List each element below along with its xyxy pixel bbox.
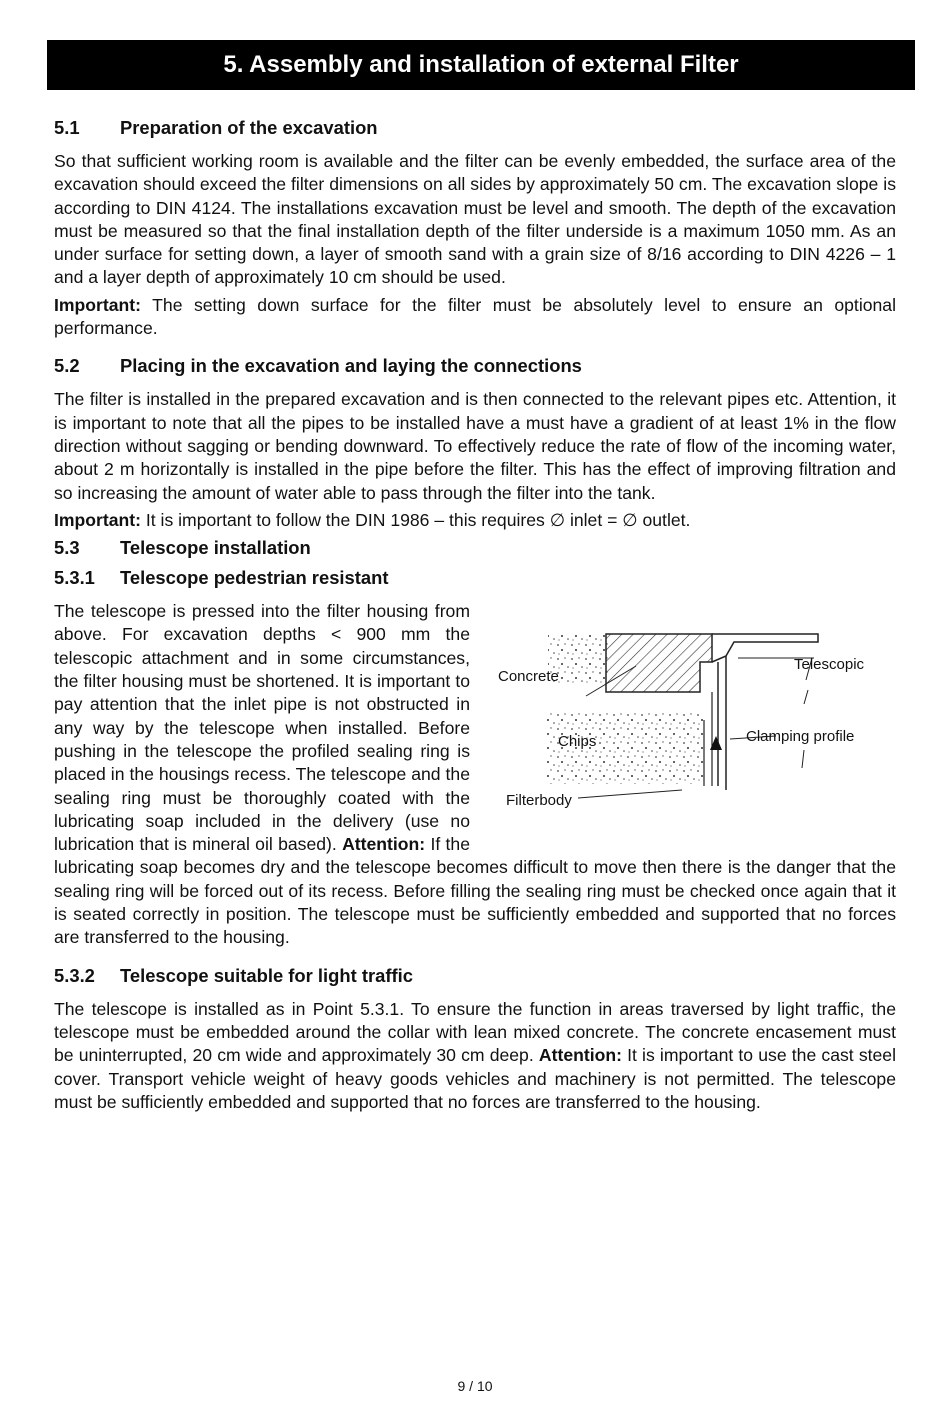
label-chips: Chips [558,733,597,751]
section-heading [54,354,896,378]
label-concrete: Concrete [498,668,559,686]
diagram-tick-line [804,690,808,704]
label-telescopic: Telescopic [794,656,865,674]
body-text: If the lubricating soap becomes dry and the telescope becomes difficult to move then there is the danger that the sealing ring will be forced out of its recess. Before filling the sealing ring must be checked once again that it is seated correctly in position. The telescope must be sufficiently embedded and supported that no forces are transferred to the housing. [54,834,896,948]
concrete-slab-shape [606,634,712,692]
label-filterbody: Filterbody [506,792,572,810]
page-title-banner [47,40,915,90]
section-title: Telescope pedestrian resistant [120,567,389,589]
section-5-1 [54,116,896,340]
section-number: 5.1 [54,117,80,138]
filterbody-leader-line [578,790,682,798]
section-5-3 [54,536,896,560]
document-body [54,116,896,1128]
important-label: Important: [54,294,141,315]
label-clamping-profile: Clamping profile [746,728,855,746]
section-heading [54,566,896,590]
section-heading [54,964,896,988]
attention-label: Attention: [538,1045,622,1066]
telescope-installation-figure [486,600,896,832]
paragraph: The filter is installed in the prepared excavation and is then connected to the relevant pipes etc. Attention, it is important to note that all the pipes to be installed have a must have a gradient of at least 1% in the flow direction without sagging or bending downward. To effectively reduce the rate of flow of the incoming water, about 2 m horizontally is installed in the pipe before the filter. This has the effect of improving filtration and so increasing the amount of water able to pass through the filter into the tank. [54,389,896,503]
important-note [54,509,896,532]
page-number: 9 / 10 [457,1378,493,1394]
body-text: The telescope is pressed into the filter housing from above. For excavation depths < 900 mm the telescopic attachment and in some circumstances, the filter housing must be shortened. It is important to pay attention that the inlet pipe is not obstructed in any way by the telescope when installed. Before pushing in the telescope the profiled sealing ring is placed in the housings recess. The telescope and the sealing ring must be thoroughly coated with the lubricating soap included in the delivery (use no lubrication that is mineral oil based). [54,601,470,855]
diagram-tick-line [802,750,804,768]
body-text: The telescope is installed as in Point 5.3.1. To ensure the function in areas traversed by light traffic, the telescope must be embedded around the collar with lean mixed concrete. The concrete encasement must be uninterrupted, 20 cm wide and approximately 30 cm deep. [54,998,896,1066]
paragraph [54,998,896,1114]
section-number: 5.3 [54,537,80,559]
important-text: The setting down surface for the filter must be absolutely level to ensure an optional performance. [54,294,896,339]
section-5-2 [54,354,896,532]
section-title: Telescope suitable for light traffic [120,964,413,986]
section-heading [54,536,896,560]
section-5-3-2 [54,964,896,1114]
telescope-cross-section-diagram [486,600,896,832]
body-text: It is important to use the cast steel cover. Transport vehicle weight of heavy goods vehicles and machinery is not permitted. The telescope must be sufficiently embedded and supported that no forces are transferred to the housing. [54,1045,896,1112]
section-title: Placing in the excavation and laying the connections [120,355,582,377]
section-number: 5.2 [54,355,80,377]
section-heading [54,116,896,140]
section-title: Preparation of the excavation [120,117,378,138]
section-number: 5.3.1 [54,567,95,589]
attention-label: Attention: [342,834,426,855]
section-5-3-1 [54,566,896,949]
page-title: 5. Assembly and installation of external Filter [223,51,739,78]
important-note [54,294,896,341]
section-number: 5.3.2 [54,964,95,986]
important-text: It is important to follow the DIN 1986 – this requires ∅ inlet = ∅ outlet. [140,509,691,530]
important-label: Important: [54,509,141,530]
section-title: Telescope installation [120,537,311,559]
paragraph: So that sufficient working room is available and the filter can be evenly embedded, the surface area of the excavation should exceed the filter dimensions on all sides by approximately 50 cm. The excavation slope is according to DIN 4124. The installations excavation must be level and smooth. The depth of the excavation must be measured so that the final installation depth of the filter underside is a maximum 1050 mm. As an under surface for setting down, a layer of smooth sand with a grain size of 8/16 according to DIN 4226 – 1 and a layer depth of approximately 10 cm should be used. [54,151,896,288]
